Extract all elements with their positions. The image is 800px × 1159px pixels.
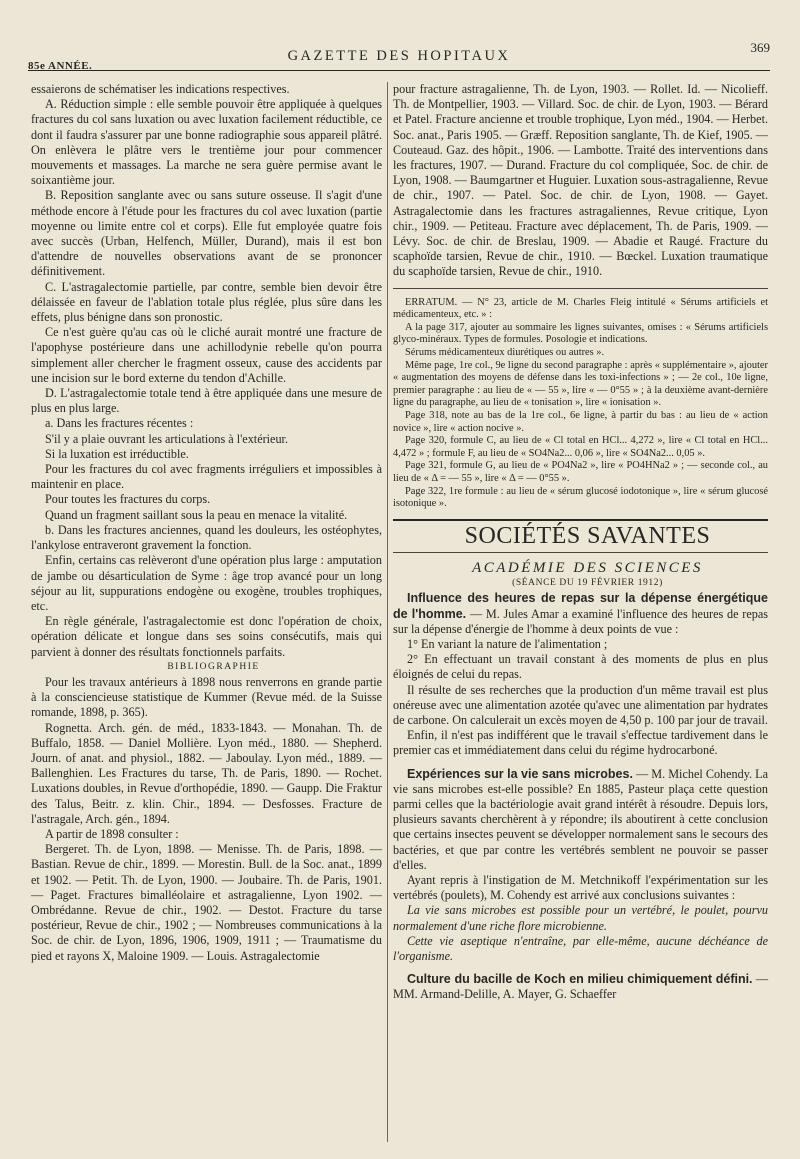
erratum-line: Page 320, formule C, au lieu de « Cl total en HCl... 4,272 », lire « Cl total en HCl... 4,472 » ; formule F, au lieu de « SO4Na2... 0,06 », lire « SO4Na2... 0,05 ».: [393, 435, 768, 459]
header-rule: [28, 70, 770, 71]
paragraph: b. Dans les fractures anciennes, quand les douleurs, les ostéophytes, l'ankylose entraveront gravement la fonction.: [31, 522, 382, 553]
erratum: [393, 297, 768, 511]
erratum-line: Même page, 1re col., 9e ligne du second paragraphe : après « supplémentaire », ajouter « augmentation des moyens de défense dans les toxi-infections » ; — 2e col., 10e ligne, premier paragraphe : au lieu de « — 55 », lire « — 0°55 » ; à la deuxième avant-dernière ligne du paragraphe, au lieu de « tonisation », lire « ionisation ».: [393, 359, 768, 409]
paragraph: Cette vie aseptique n'entraîne, par elle-même, aucune déchéance de l'organisme.: [393, 933, 768, 964]
paragraph: A. Réduction simple : elle semble pouvoir être appliquée à quelques fractures du col sans luxation ou avec luxation facilement réductible, ce dont il faudra s'assurer par une bonne radiographie sous appareil plâtré. On enlèvera le plâtre vers le trentième jour pour commencer mouvements et massages. La marche ne sera guère permise avant le soixantième jour.: [31, 97, 382, 188]
rubric-title: Expériences sur la vie sans microbes.: [407, 766, 633, 781]
rubric-title: Influence des heures de repas sur la dépense énergétique de l'homme.: [393, 591, 768, 621]
paragraph: Quand un fragment saillant sous la peau en menace la vitalité.: [45, 507, 348, 522]
paragraph: C. L'astragalectomie partielle, par contre, semble bien devoir être délaissée en faveur de l'ablation totale plus réglée, plus sûre dans les effets, plus bénigne dans son pronostic.: [31, 279, 382, 325]
erratum-line: A la page 317, ajouter au sommaire les lignes suivantes, omises : « Sérums artificiels glyco-minéraux. Types de formules. Posologie et indications.: [393, 321, 768, 346]
paragraph: Si la luxation est irréductible.: [45, 446, 189, 461]
academy-title: ACADÉMIE DES SCIENCES: [472, 559, 703, 576]
paragraph: a. Dans les fractures récentes :: [45, 416, 194, 431]
paragraph: Pour toutes les fractures du corps.: [45, 492, 211, 507]
paragraph: 1° En variant la nature de l'alimentation ;: [407, 636, 608, 651]
erratum-line: ERRATUM. — N° 23, article de M. Charles Fleig intitulé « Sérums artificiels et médicamenteux, etc. » :: [393, 296, 768, 321]
section-rule: [393, 519, 768, 521]
paragraph: 2° En effectuant un travail constant à des moments de plus en plus éloignés de celui du repas.: [393, 652, 768, 682]
section-rule: [393, 552, 768, 553]
bibliography-continued: [393, 82, 768, 280]
paragraph: Ayant repris à l'instigation de M. Metchnikoff l'expérimentation sur les vertébrés (poulets), M. Cohendy est arrivé aux conclusions suivantes :: [393, 873, 768, 903]
paragraph: Enfin, il n'est pas indifférent que le travail s'effectue tardivement dans le premier cas et immédiatement dans celui du régime hydrocarboné.: [393, 728, 768, 758]
paragraph: [393, 767, 768, 873]
session-date: (SÉANCE DU 19 FÉVRIER 1912): [512, 578, 663, 589]
paragraph: Il résulte de ses recherches que la production d'un même travail est plus onéreuse avec une alimentation azotée qu'avec une alimentation par hydrates de carbone. On calculerait un excès moyen de 4,50 p. 100 par jour de travail.: [393, 682, 768, 727]
erratum-line: Page 318, note au bas de la 1re col., 6e ligne, à partir du bas : au lieu de « action novice », lire « action nocive ».: [393, 409, 768, 434]
paragraph: [393, 972, 768, 1002]
paragraph: essaierons de schématiser les indications respectives.: [31, 82, 290, 96]
bibliography: [31, 675, 382, 964]
right-column: [393, 82, 768, 1003]
section-rule: [393, 288, 768, 289]
paragraph: La vie sans microbes est possible pour un vertébré, le poulet, pourvu normalement d'une riche flore microbienne.: [393, 903, 768, 933]
column-divider: [387, 82, 388, 1142]
rubric-text: — MM. Armand-Delille, A. Mayer, G. Schaeffer: [393, 972, 768, 1002]
erratum-line: Page 321, formule G, au lieu de « PO4Na2 », lire « PO4HNa2 » ; — seconde col., au lieu de « Δ = — 55 », lire « Δ = — 0°55 ».: [393, 460, 768, 484]
erratum-line: Sérums médicamenteux diurétiques ou autres ».: [405, 347, 605, 359]
page-number: 369: [750, 40, 770, 55]
bibliography-entries: Rognetta. Arch. gén. de méd., 1833-1843. — Monahan. Th. de Buffalo, 1858. — Daniel Mollière. Lyon méd., 1880. — Shepherd. Journ. of anat. and physiol., 1882. — Jaboulay. Lyon méd., 1889. — Ballenghien. Les Fractures du tarse, Th. de Paris, 1890. — Rochet. Luxations doubles, in Revue d'orthopédie, 1890. — Gaupp. Die Fraktur des Talus, Beitr. z. klin. Chir., 1894. — Desfosses. Fracture de l'astragale, Arch. gén., 1894.: [31, 720, 382, 826]
year-label: 85e ANNÉE.: [28, 60, 93, 72]
paragraph: En règle générale, l'astragalectomie est donc l'opération de choix, opération délicate et longue dans ses soins consécutifs, mais qui parvient à donner des résultats fonctionnels parfaits.: [31, 614, 382, 659]
paragraph: S'il y a plaie ouvrant les articulations à l'extérieur.: [45, 431, 288, 446]
paragraph: Pour les fractures du col avec fragments irréguliers et impossibles à maintenir en place.: [31, 462, 382, 492]
bibliography-subheading: A partir de 1898 consulter :: [45, 826, 179, 841]
rubric-title: Culture du bacille de Koch en milieu chimiquement défini.: [407, 972, 753, 987]
journal-title: GAZETTE DES HOPITAUX: [287, 48, 511, 64]
bibliography-heading: BIBLIOGRAPHIE: [167, 661, 260, 672]
left-column: [31, 82, 382, 964]
paragraph: B. Reposition sanglante avec ou sans suture osseuse. Il s'agit d'une méthode encore à l'étude pour les fractures du col avec luxation (partie moyenne ou limite entre col et corps). Elle fut employée quatre fois avec succès (Urban, Helfench, Müller, Durand), mais il est bon d'attendre de nouvelles observations avant de se prononcer définitivement.: [31, 188, 382, 279]
rubric-text: — M. Jules Amar a examiné l'influence des heures de repas sur la dépense d'énergie de l'homme à deux points de vue :: [393, 606, 769, 636]
section-title: SOCIÉTÉS SAVANTES: [464, 522, 711, 549]
bibliography-entries: Bergeret. Th. de Lyon, 1898. — Menisse. Th. de Paris, 1898. — Bastian. Revue de chir., 1899. — Morestin. Bull. de la Soc. anat., 1899 et 1902. — Petit. Th. de Lyon, 1900. — Joubaire. Th. de Paris, 1901. — Paget. Fractures bimalléolaire et astragalienne, Lyon 1902. — Ombrédanne. Revue de chir., 1902. — Destot. Fracture du tarse postérieur, Revue de chir., 1902 ; — Nombreuses communications à la Soc. de chir. de Lyon, 1896, 1906, 1909, 1911 ; — Traumatisme du pied et rayons X, Maloine 1909. — Louis. Astragalectomie: [31, 842, 382, 963]
erratum-line: Page 322, 1re formule : au lieu de « sérum glucosé iodotonique », lire « sérum glucosé isotonique ».: [393, 485, 768, 510]
paragraph: Enfin, certains cas relèveront d'une opération plus large : amputation de jambe ou désarticulation de Syme : âge trop avancé pour un long séjour au lit, suppurations endogène ou exogène, troubles trophiques, etc.: [31, 553, 382, 613]
paragraph: D. L'astragalectomie totale tend à être appliquée dans une mesure de plus en plus large.: [31, 386, 382, 416]
bibliography-intro: Pour les travaux antérieurs à 1898 nous renverrons en grande partie à la consciencieuse statistique de Kummer (Revue méd. de la Suisse romande, 1898, p. 365).: [31, 674, 382, 720]
page-header: [28, 38, 770, 72]
bibliography-entries: pour fracture astragalienne, Th. de Lyon, 1903. — Rollet. Id. — Nicolieff. Th. de Montpellier, 1903. — Villard. Soc. de chir. de Lyon, 1903. — Bérard et Patel. Fracture ancienne et trouble trophique, Lyon méd., 1904. — Herbet. Soc. anat., Paris 1905. — Græff. Reposition sanglante, Th. de Kief, 1905. — Couteaud. Gaz. des hôpit., 1906. — Lambotte. Traité des interventions dans les fractures, 1907. — Durand. Fracture du col compliquée, Soc. de chir. de Lyon, 1908. — Baumgartner et Huguier. Luxation sous-astragalienne, Revue de chir., 1907. — Patel. Soc. de chir. de Lyon, 1908. — Gayet. Astragalectomie dans les fractures astragaliennes, Revue critique, Lyon chir., 1909. — Petiteau. Fracture avec déplacement, Th. de Paris, 1909. — Lévy. Soc. de chir. de Breslau, 1909. — Abadie et Raugé. Fracture du scaphoïde tarsien, Revue de chir., 1910. — Bœckel. Luxation traumatique du scaphoïde tarsien, Revue de chir., 1910.: [393, 82, 769, 279]
rubric-text: — M. Michel Cohendy. La vie sans microbes est-elle possible? En 1885, Pasteur plaça cette question parmi celles que la bactériologie avait grand intérêt à résoudre. Depuis lors, plusieurs savants cherchèrent à y répondre; ils aboutirent à cette conclusion que certains insectes peuvent se développer normalement sans le secours des bactéries, et que par contre les vertébrés semblent ne pouvoir se passer d'elles.: [393, 766, 768, 872]
paragraph: [393, 591, 768, 637]
paragraph: Ce n'est guère qu'au cas où le cliché aurait montré une fracture de l'apophyse postérieure dans une achillodynie rebelle qu'on pourra simplement aller chercher le fragment osseux, cause des accidents par une incision sur le bord externe du tendon d'Achille.: [31, 325, 382, 385]
